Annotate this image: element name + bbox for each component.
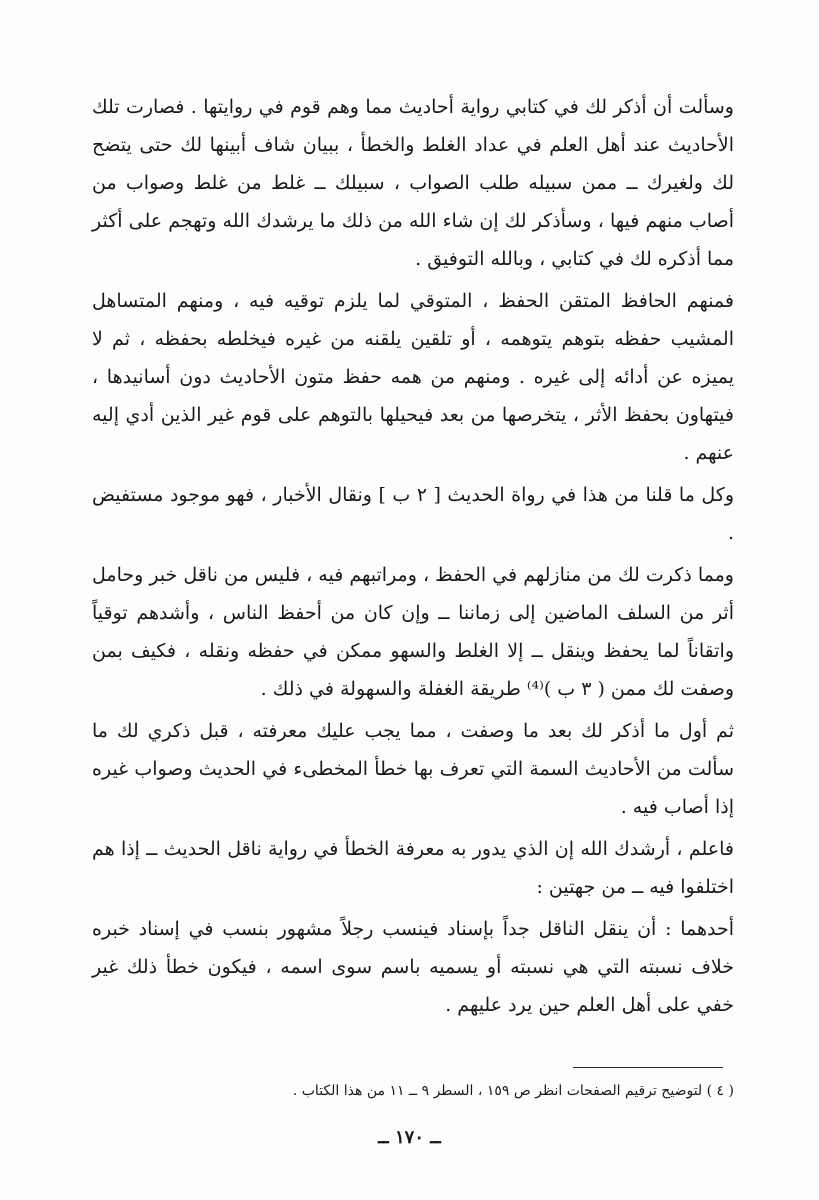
paragraph-4: ومما ذكرت لك من منازلهم في الحفظ ، ومراتبهم فيه ، فليس من ناقل خبر وحامل أثر من السلف الماضين إلى زماننا ــ وإن كان من أحفظ الناس ، وأشدهم توقياً واتقاناً لما يحفظ وينقل ــ إلا الغلط والسهو ممكن في حفظه ونقله ، فكيف بمن وصفت لك ممن ( ٣ ب )⁽⁴⁾ طريقة الغفلة والسهولة في ذلك . bbox=[92, 564, 734, 700]
paragraph-6: فاعلم ، أرشدك الله إن الذي يدور به معرفة الخطأ في رواية ناقل الحديث ــ إذا هم اختلفوا فيه ــ من جهتين : bbox=[92, 838, 734, 898]
paragraph-7: أحدهما : أن ينقل الناقل جداً بإسناد فينسب رجلاً مشهور بنسب في إسناد خبره خلاف نسبته التي هي نسبته أو يسميه باسم سوى اسمه ، فيكون خطأ ذلك غير خفي على أهل العلم حين يرد عليهم . bbox=[92, 918, 734, 1016]
paragraph-1: وسألت أن أذكر لك في كتابي رواية أحاديث مما وهم قوم في روايتها . فصارت تلك الأحاديث عند أهل العلم في عداد الغلط والخطأ ، ببيان شاف أبينها لك حتى يتضح لك ولغيرك ــ ممن سبيله طلب الصواب ، سبيلك ــ غلط من غلط وصواب من أصاب منهم فيها ، وسأذكر لك إن شاء الله من ذلك ما يرشدك الله وتهجم على أكثر مما أذكره لك في كتابي ، وبالله التوفيق . bbox=[92, 96, 734, 270]
main-text-block bbox=[92, 88, 734, 1028]
page-number: ــ ١٧٠ ــ bbox=[378, 1127, 441, 1148]
paragraph-5: ثم أول ما أذكر لك بعد ما وصفت ، مما يجب عليك معرفته ، قبل ذكري لك ما سألت من الأحاديث السمة التي تعرف بها خطأ المخطىء في الحديث وصواب غيره إذا أصاب فيه . bbox=[92, 720, 734, 818]
footnote-divider bbox=[573, 1067, 723, 1068]
paragraph-3: وكل ما قلنا من هذا في رواة الحديث [ ٢ ب ] ونقال الأخبار ، فهو موجود مستفيض . bbox=[92, 484, 734, 544]
paragraph-2: فمنهم الحافظ المتقن الحفظ ، المتوقي لما يلزم توقيه فيه ، ومنهم المتساهل المشيب حفظه بتوهم يتوهمه ، أو تلقين يلقنه من غيره فيخلطه بحفظه ، ثم لا يميزه عن أدائه إلى غيره . ومنهم من همه حفظ متون الأحاديث دون أسانيدها ، فيتهاون بحفظ الأثر ، يتخرصها من بعد فيحيلها بالتوهم على قوم غير الذين أدي إليه عنهم . bbox=[92, 290, 734, 464]
footnote: ( ٤ ) لتوضيح ترقيم الصفحات انظر ص ١٥٩ ، السطر ٩ ــ ١١ من هذا الكتاب . bbox=[292, 1083, 734, 1099]
